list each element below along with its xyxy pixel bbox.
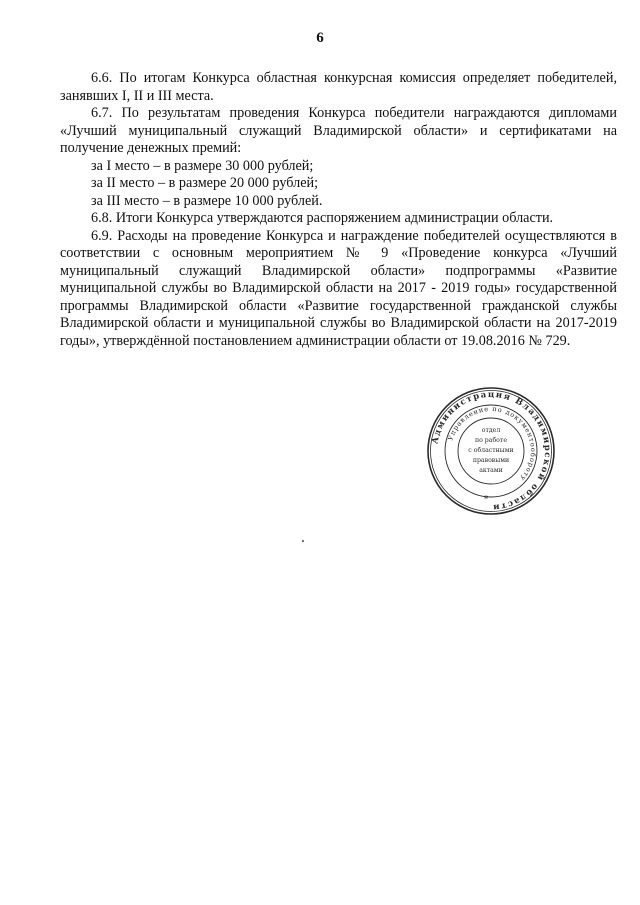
official-stamp	[426, 386, 556, 516]
stamp-star-mark: *	[483, 495, 489, 505]
page-number: 6	[316, 30, 324, 46]
paragraph-6-9: 6.9. Расходы на проведение Конкурса и награждение победителей осуществляются в соответствии с основным мероприятием № 9 «Проведение конкурса «Лучший муниципальный служащий Владимирской области» подпрограммы «Развитие муниципальной службы во Владимирской области на 2017 - 2019 годы» государственной программы Владимирской области «Развитие государственной гражданской службы Владимирской области и муниципальной службы во Владимирской области на 2017-2019 годы», утверждённой постановлением администрации области от 19.08.2016 № 729.	[60, 227, 617, 349]
stamp-center-line-5: актами	[479, 467, 503, 474]
prize-third-place: за III место – в размере 10 000 рублей.	[91, 192, 323, 209]
paragraph-6-8: 6.8. Итоги Конкурса утверждаются распоряжением администрации области.	[91, 210, 554, 226]
stamp-outer-text: Администрация Владимирской области	[430, 389, 553, 513]
stamp-center-line-1: отдел	[481, 427, 501, 434]
scan-speck	[302, 540, 304, 542]
paragraph-6-6: 6.6. По итогам Конкурса областная конкурсная комиссия определяет победителей, занявших I, II и III места.	[60, 70, 617, 104]
stamp-center-line-2: по работе	[474, 437, 508, 444]
paragraph-6-7: 6.7. По результатам проведения Конкурса победители награждаются дипломами «Лучший муниципальный служащий Владимирской области» и сертификатами на получение денежных премий:	[60, 105, 617, 156]
stamp-center-line-3: с областными	[468, 447, 514, 454]
document-body	[60, 70, 617, 350]
prize-first-place: за I место – в размере 30 000 рублей;	[91, 157, 314, 174]
stamp-inner-text: Управление по документообороту	[446, 404, 538, 483]
stamp-seal-icon	[426, 386, 556, 516]
prize-second-place: за II место – в размере 20 000 рублей;	[91, 175, 319, 191]
stamp-center-line-4: правовыми	[472, 457, 510, 464]
